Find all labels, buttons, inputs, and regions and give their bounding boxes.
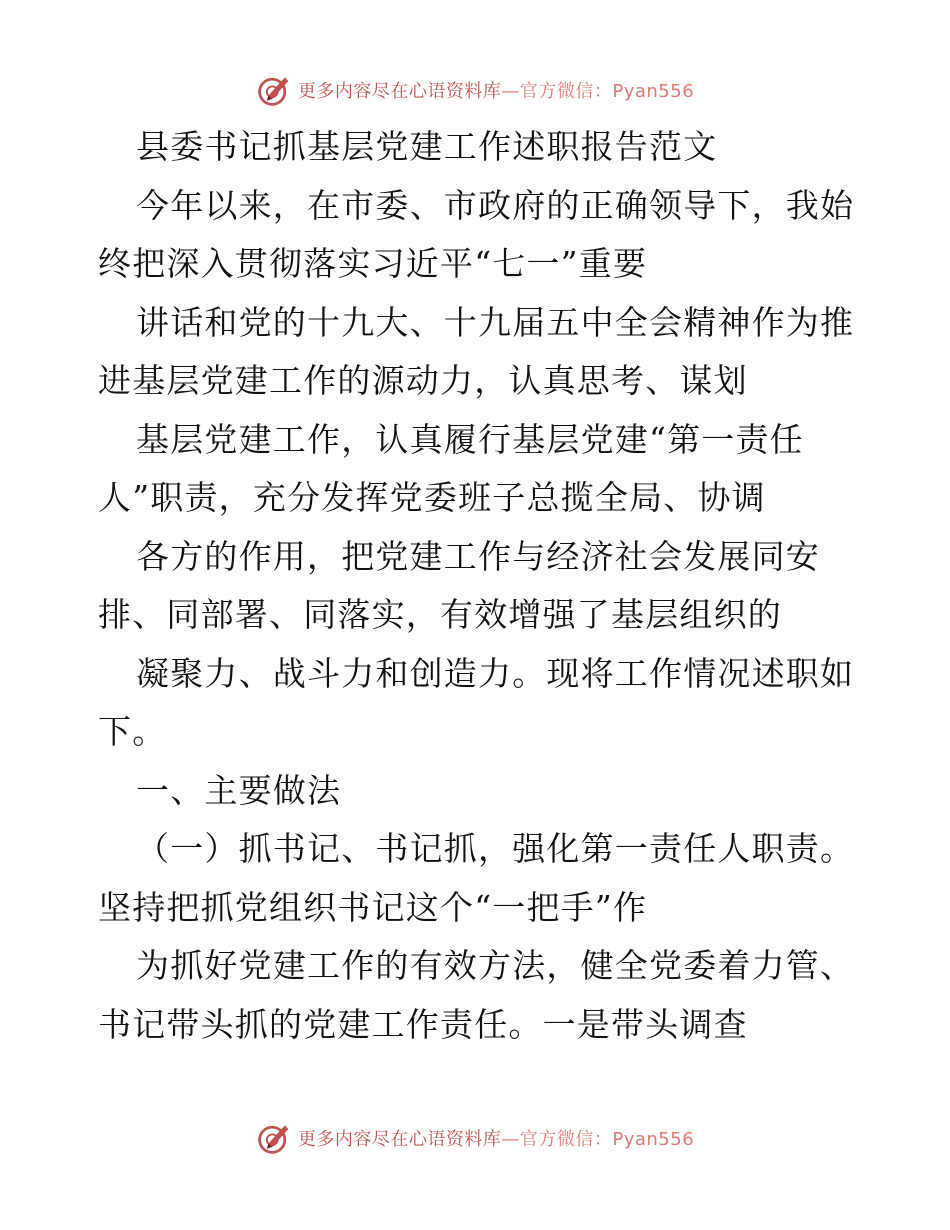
paragraph-line: 人”职责，充分发挥党委班子总揽全局、协调 <box>98 478 766 517</box>
logo-icon <box>256 72 292 108</box>
paragraph-line: 排、同部署、同落实，有效增强了基层组织的 <box>98 595 782 634</box>
paragraph-line: 凝聚力、战斗力和创造力。现将工作情况述职如 <box>136 653 855 693</box>
footer-watermark-dash: —官方微信： <box>501 1129 613 1150</box>
paragraph-line: 终把深入贯彻落实习近平“七一”重要 <box>98 244 648 283</box>
header-watermark-banner <box>0 70 950 110</box>
subsection-heading: （一）抓书记、书记抓，强化第一责任人职责。 <box>136 829 855 868</box>
footer-watermark-main: 更多内容尽在心语资料库 <box>297 1129 502 1150</box>
paragraph-line: 各方的作用，把党建工作与经济社会发展同安 <box>136 536 820 576</box>
document-title: 县委书记抓基层党建工作述职报告范文 <box>136 127 718 166</box>
header-watermark-account: Pyan556 <box>612 81 695 102</box>
footer-watermark-account: Pyan556 <box>612 1129 695 1150</box>
footer-watermark <box>256 1120 694 1156</box>
header-watermark-dash: —官方微信： <box>501 81 613 102</box>
paragraph-line: 讲话和党的十九大、十九届五中全会精神作为推 <box>136 302 855 342</box>
paragraph-line: 坚持把抓党组织书记这个“一把手”作 <box>98 887 648 927</box>
paragraph-line: 下。 <box>98 712 167 751</box>
paragraph-line: 基层党建工作，认真履行基层党建“第一责任 <box>136 419 804 459</box>
header-watermark-main: 更多内容尽在心语资料库 <box>297 81 502 102</box>
section-heading: 一、主要做法 <box>136 770 342 810</box>
footer-watermark-text <box>298 1125 694 1151</box>
document-body <box>98 118 868 1054</box>
paragraph-line: 书记带头抓的党建工作责任。一是带头调查 <box>98 1004 748 1044</box>
logo-icon <box>256 1120 292 1156</box>
header-watermark <box>256 72 694 108</box>
paragraph-line: 进基层党建工作的源动力，认真思考、谋划 <box>98 361 748 400</box>
paragraph-line: 为抓好党建工作的有效方法，健全党委着力管、 <box>136 946 855 985</box>
paragraph-line: 今年以来，在市委、市政府的正确领导下，我始 <box>136 185 855 225</box>
footer-watermark-banner <box>0 1118 950 1158</box>
header-watermark-text <box>298 77 694 103</box>
